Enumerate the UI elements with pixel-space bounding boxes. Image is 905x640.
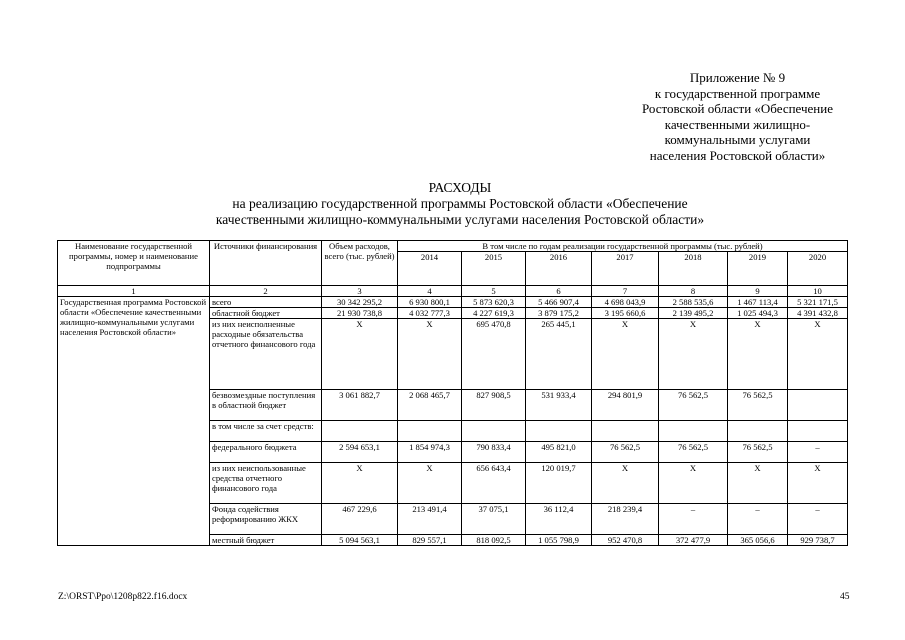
footer-file-path: Z:\ORST\Ppo\1208p822.f16.docx — [58, 592, 188, 602]
appendix-line-4: качественными жилищно- — [664, 116, 811, 132]
value-cell: 827 908,5 — [462, 390, 526, 421]
value-cell: 3 195 660,6 — [592, 308, 659, 319]
column-number-row — [58, 286, 848, 297]
value-cell: 5 094 563,1 — [322, 535, 398, 546]
header-row-1 — [58, 241, 848, 252]
value-cell: 1 025 494,3 — [728, 308, 788, 319]
value-cell: 294 801,9 — [592, 390, 659, 421]
value-cell: 5 873 620,3 — [462, 297, 526, 308]
value-cell: 531 933,4 — [526, 390, 592, 421]
title-line-1: на реализацию государственной программы Ростовской области «Обеспечение — [232, 196, 688, 211]
value-cell: X — [728, 463, 788, 504]
value-cell — [462, 421, 526, 442]
value-cell: 2 139 495,2 — [659, 308, 728, 319]
value-cell: 76 562,5 — [592, 442, 659, 463]
value-cell: X — [659, 463, 728, 504]
value-cell: 952 470,8 — [592, 535, 659, 546]
source-cell: Фонда содействия реформированию ЖКХ — [210, 504, 322, 535]
column-number: 3 — [322, 286, 398, 297]
table-row — [58, 297, 848, 308]
value-cell — [659, 421, 728, 442]
appendix-line-3: Ростовской области «Обеспечение — [641, 101, 833, 117]
header-name: Наименование государственной программы, номер и наименование подпрограммы — [58, 241, 210, 286]
value-cell: 829 557,1 — [398, 535, 462, 546]
header-by-years: В том числе по годам реализации государственной программы (тыс. рублей) — [398, 241, 848, 252]
value-cell: 495 821,0 — [526, 442, 592, 463]
value-cell: 213 491,4 — [398, 504, 462, 535]
value-cell: 818 092,5 — [462, 535, 526, 546]
header-year: 2018 — [659, 252, 728, 286]
appendix-line-6: населения Ростовской области» — [649, 147, 826, 163]
value-cell: 5 466 907,4 — [526, 297, 592, 308]
header-year: 2016 — [526, 252, 592, 286]
value-cell: X — [592, 319, 659, 390]
value-cell: 656 643,4 — [462, 463, 526, 504]
value-cell — [322, 421, 398, 442]
value-cell — [728, 421, 788, 442]
value-cell: 30 342 295,2 — [322, 297, 398, 308]
column-number: 4 — [398, 286, 462, 297]
column-number: 2 — [210, 286, 322, 297]
header-year: 2015 — [462, 252, 526, 286]
header-total: Объем расходов, всего (тыс. рублей) — [322, 241, 398, 286]
value-cell: 1 467 113,4 — [728, 297, 788, 308]
value-cell — [398, 421, 462, 442]
column-number: 1 — [58, 286, 210, 297]
value-cell: 6 930 800,1 — [398, 297, 462, 308]
value-cell: 4 227 619,3 — [462, 308, 526, 319]
value-cell: 4 698 043,9 — [592, 297, 659, 308]
program-name-cell: Государственная программа Ростовской области «Обеспечение качественными жилищно-коммунальными услугами населения Ростовской области» — [58, 297, 210, 546]
expenses-table — [57, 240, 848, 546]
value-cell: 76 562,5 — [659, 442, 728, 463]
title-line-2: качественными жилищно-коммунальными услугами населения Ростовской области» — [215, 212, 705, 227]
title-heading: РАСХОДЫ — [428, 180, 492, 195]
value-cell: X — [788, 463, 848, 504]
header-year: 2014 — [398, 252, 462, 286]
value-cell: 1 055 798,9 — [526, 535, 592, 546]
value-cell: 695 470,8 — [462, 319, 526, 390]
value-cell: 4 032 777,3 — [398, 308, 462, 319]
source-cell: из них неиспользованные средства отчетного финансового года — [210, 463, 322, 504]
value-cell: X — [659, 319, 728, 390]
source-cell: местный бюджет — [210, 535, 322, 546]
value-cell: X — [322, 463, 398, 504]
value-cell: X — [398, 463, 462, 504]
value-cell — [788, 390, 848, 421]
column-number: 5 — [462, 286, 526, 297]
value-cell — [526, 421, 592, 442]
value-cell: 76 562,5 — [728, 390, 788, 421]
appendix-line-2: к государственной программе — [654, 85, 821, 101]
footer-page-number: 45 — [840, 592, 850, 602]
value-cell: – — [788, 442, 848, 463]
value-cell: 36 112,4 — [526, 504, 592, 535]
value-cell: 76 562,5 — [659, 390, 728, 421]
source-cell: всего — [210, 297, 322, 308]
value-cell: X — [322, 319, 398, 390]
value-cell: 365 056,6 — [728, 535, 788, 546]
value-cell: 467 229,6 — [322, 504, 398, 535]
column-number: 6 — [526, 286, 592, 297]
value-cell: 790 833,4 — [462, 442, 526, 463]
value-cell: 5 321 171,5 — [788, 297, 848, 308]
value-cell: – — [659, 504, 728, 535]
value-cell: – — [788, 504, 848, 535]
header-year: 2017 — [592, 252, 659, 286]
value-cell: X — [592, 463, 659, 504]
value-cell: 4 391 432,8 — [788, 308, 848, 319]
source-cell: областной бюджет — [210, 308, 322, 319]
appendix-label — [600, 70, 875, 164]
value-cell: 120 019,7 — [526, 463, 592, 504]
value-cell: 2 594 653,1 — [322, 442, 398, 463]
value-cell: 218 239,4 — [592, 504, 659, 535]
value-cell: X — [788, 319, 848, 390]
value-cell: 3 879 175,2 — [526, 308, 592, 319]
value-cell: 2 068 465,7 — [398, 390, 462, 421]
value-cell: 21 930 738,8 — [322, 308, 398, 319]
value-cell: – — [728, 504, 788, 535]
header-year: 2019 — [728, 252, 788, 286]
value-cell: 2 588 535,6 — [659, 297, 728, 308]
header-year: 2020 — [788, 252, 848, 286]
value-cell — [592, 421, 659, 442]
source-cell: из них неисполненные расходные обязательства отчетного финансового года — [210, 319, 322, 390]
source-cell: федерального бюджета — [210, 442, 322, 463]
value-cell: 372 477,9 — [659, 535, 728, 546]
appendix-line-1: Приложение № 9 — [689, 70, 786, 85]
value-cell: X — [728, 319, 788, 390]
column-number: 10 — [788, 286, 848, 297]
column-number: 8 — [659, 286, 728, 297]
value-cell: X — [398, 319, 462, 390]
value-cell — [788, 421, 848, 442]
value-cell: 76 562,5 — [728, 442, 788, 463]
value-cell: 37 075,1 — [462, 504, 526, 535]
header-source: Источники финансирования — [210, 241, 322, 286]
value-cell: 929 738,7 — [788, 535, 848, 546]
appendix-line-5: коммунальными услугами — [664, 132, 811, 148]
value-cell: 265 445,1 — [526, 319, 592, 390]
source-cell: безвозмездные поступления в областной бюджет — [210, 390, 322, 421]
document-title — [150, 180, 770, 228]
source-cell: в том числе за счет средств: — [210, 421, 322, 442]
value-cell: 3 061 882,7 — [322, 390, 398, 421]
column-number: 9 — [728, 286, 788, 297]
column-number: 7 — [592, 286, 659, 297]
value-cell: 1 854 974,3 — [398, 442, 462, 463]
